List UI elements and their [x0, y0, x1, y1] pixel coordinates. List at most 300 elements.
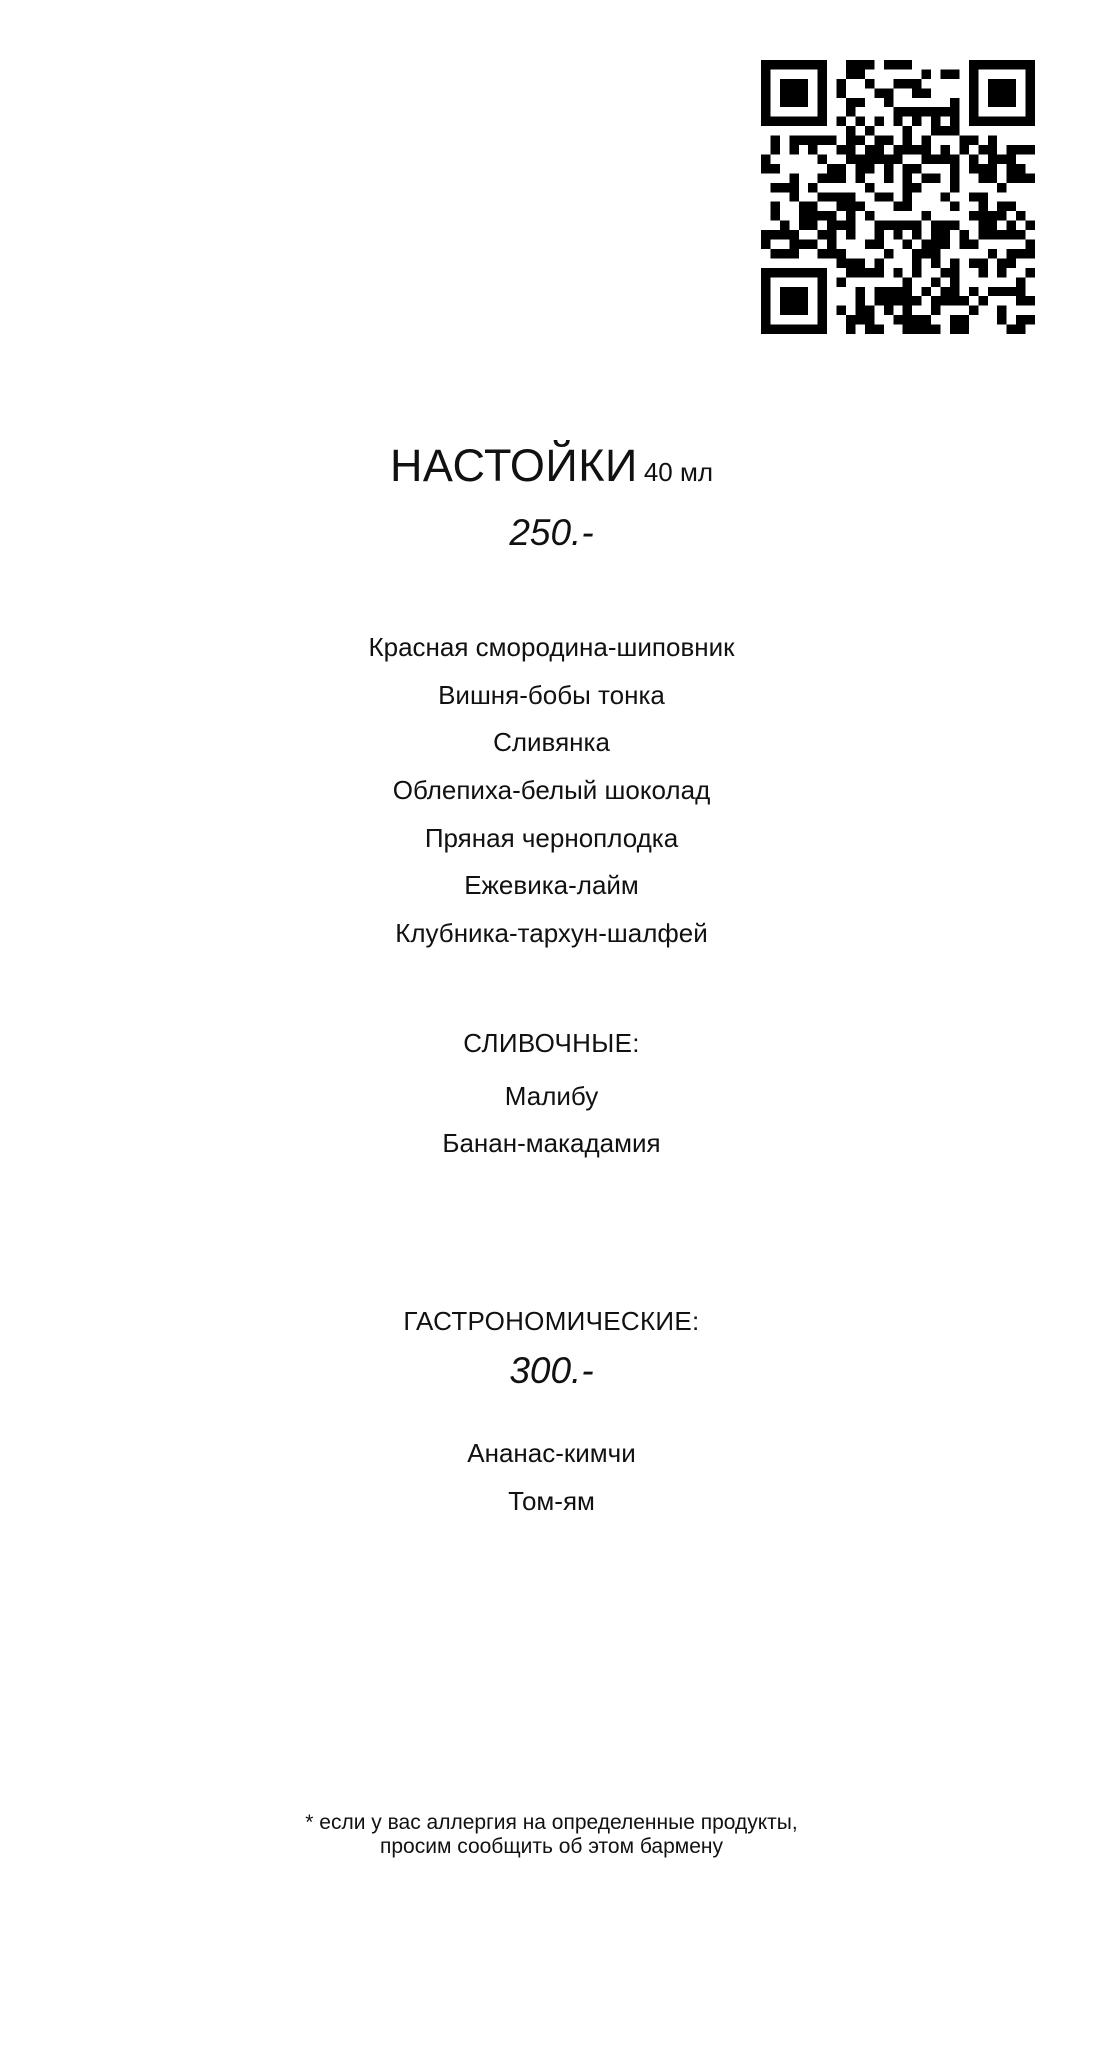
qr-module: [950, 117, 959, 126]
list-item: Малибу: [504, 1081, 599, 1111]
qr-module: [988, 164, 997, 173]
qr-module: [827, 192, 836, 201]
qr-module: [837, 145, 846, 154]
qr-module: [874, 240, 883, 249]
qr-module: [922, 69, 931, 78]
qr-module: [1026, 221, 1035, 230]
qr-module: [1007, 249, 1016, 258]
qr-module: [1016, 173, 1025, 182]
qr-module: [855, 98, 864, 107]
qr-module: [959, 296, 968, 305]
qr-module: [855, 117, 864, 126]
qr-module: [1007, 202, 1016, 211]
qr-module: [893, 268, 902, 277]
qr-module: [969, 240, 978, 249]
qr-module: [903, 287, 912, 296]
qr-module: [865, 268, 874, 277]
qr-module: [761, 240, 770, 249]
qr-module: [874, 145, 883, 154]
qr-module: [978, 202, 987, 211]
qr-module: [997, 230, 1006, 239]
qr-module: [865, 164, 874, 173]
qr-module: [846, 145, 855, 154]
qr-module: [912, 117, 921, 126]
qr-module: [931, 258, 940, 267]
qr-module: [969, 164, 978, 173]
qr-module: [922, 287, 931, 296]
qr-module: [912, 221, 921, 230]
qr-module: [969, 287, 978, 296]
qr-module: [874, 136, 883, 145]
qr-module: [799, 136, 808, 145]
qr-module: [1016, 145, 1025, 154]
qr-module: [978, 173, 987, 182]
qr-module: [912, 79, 921, 88]
qr-module: [1007, 173, 1016, 182]
qr-module: [959, 136, 968, 145]
qr-module: [874, 268, 883, 277]
qr-module: [903, 60, 912, 69]
qr-module: [789, 173, 798, 182]
qr-module: [855, 315, 864, 324]
qr-module: [950, 183, 959, 192]
list-item: Вишня-бобы тонка: [438, 680, 665, 710]
qr-module: [855, 306, 864, 315]
qr-module: [846, 315, 855, 324]
qr-module: [978, 145, 987, 154]
qr-module: [903, 325, 912, 334]
qr-module: [893, 221, 902, 230]
qr-module: [931, 296, 940, 305]
qr-module: [1007, 154, 1016, 163]
qr-module: [818, 173, 827, 182]
qr-module: [837, 277, 846, 286]
qr-module: [969, 154, 978, 163]
qr-module: [846, 230, 855, 239]
qr-module: [988, 154, 997, 163]
allergy-note-line2: просим сообщить об этом бармену: [379, 1835, 723, 1858]
qr-module: [997, 268, 1006, 277]
qr-module: [969, 306, 978, 315]
qr-module: [884, 136, 893, 145]
qr-module: [903, 107, 912, 116]
qr-module: [865, 211, 874, 220]
qr-module: [808, 211, 817, 220]
qr-module: [893, 202, 902, 211]
qr-module: [770, 230, 779, 239]
qr-module: [874, 258, 883, 267]
qr-module: [959, 315, 968, 324]
qr-module: [874, 154, 883, 163]
qr-module: [1016, 287, 1025, 296]
list-item: Облепиха-белый шоколад: [392, 775, 711, 805]
qr-module: [1026, 173, 1035, 182]
qr-module: [865, 60, 874, 69]
qr-module: [799, 211, 808, 220]
qr-module: [950, 202, 959, 211]
qr-module: [846, 211, 855, 220]
qr-module: [855, 258, 864, 267]
list-item: Пряная черноплодка: [424, 823, 679, 853]
qr-module: [808, 183, 817, 192]
qr-module: [931, 325, 940, 334]
qr-module: [874, 221, 883, 230]
qr-module: [865, 79, 874, 88]
qr-module: [770, 249, 779, 258]
qr-module: [846, 69, 855, 78]
qr-module: [931, 117, 940, 126]
qr-module: [903, 126, 912, 135]
menu-volume: 40 мл: [643, 457, 714, 487]
qr-module: [827, 211, 836, 220]
qr-module: [959, 240, 968, 249]
qr-module: [912, 145, 921, 154]
qr-module: [978, 221, 987, 230]
qr-module: [941, 296, 950, 305]
qr-module: [855, 296, 864, 305]
qr-module: [941, 287, 950, 296]
qr-module: [959, 145, 968, 154]
qr-module: [827, 221, 836, 230]
qr-module: [893, 287, 902, 296]
qr-module: [1026, 240, 1035, 249]
qr-module: [950, 268, 959, 277]
qr-module: [978, 164, 987, 173]
list-item: Банан-макадамия: [442, 1128, 661, 1158]
qr-module: [837, 88, 846, 97]
qr-module: [884, 98, 893, 107]
qr-module: [884, 296, 893, 305]
qr-module: [950, 154, 959, 163]
qr-module: [978, 211, 987, 220]
qr-module: [761, 230, 770, 239]
qr-module: [837, 258, 846, 267]
qr-module: [1016, 211, 1025, 220]
qr-module: [903, 202, 912, 211]
qr-module: [978, 258, 987, 267]
qr-module: [903, 296, 912, 305]
qr-module: [893, 296, 902, 305]
qr-module: [780, 183, 789, 192]
qr-module: [789, 183, 798, 192]
qr-module: [969, 258, 978, 267]
qr-module: [969, 192, 978, 201]
qr-code-icon: [761, 60, 1035, 334]
qr-module: [1016, 249, 1025, 258]
qr-module: [818, 211, 827, 220]
qr-module: [903, 79, 912, 88]
main-price: 250.-: [509, 512, 594, 553]
qr-module: [827, 164, 836, 173]
qr-module: [855, 60, 864, 69]
qr-module: [865, 240, 874, 249]
qr-module: [931, 230, 940, 239]
qr-module: [922, 145, 931, 154]
qr-module: [884, 192, 893, 201]
qr-module: [922, 240, 931, 249]
qr-module: [855, 154, 864, 163]
qr-module: [893, 79, 902, 88]
qr-module: [837, 202, 846, 211]
qr-module: [997, 211, 1006, 220]
qr-module: [941, 240, 950, 249]
list-item: Красная смородина-шиповник: [368, 632, 735, 662]
qr-module: [855, 287, 864, 296]
qr-module: [931, 107, 940, 116]
qr-module: [827, 249, 836, 258]
qr-module: [761, 164, 770, 173]
qr-module: [941, 230, 950, 239]
qr-module: [1007, 230, 1016, 239]
qr-module: [874, 117, 883, 126]
qr-module: [922, 211, 931, 220]
qr-module: [846, 192, 855, 201]
qr-module: [912, 164, 921, 173]
qr-module: [950, 287, 959, 296]
qr-module: [893, 60, 902, 69]
qr-module: [997, 183, 1006, 192]
qr-module: [874, 325, 883, 334]
gastro-price: 300.-: [509, 1350, 594, 1391]
qr-module: [903, 183, 912, 192]
qr-module: [950, 98, 959, 107]
qr-module: [903, 173, 912, 182]
qr-module: [931, 126, 940, 135]
qr-module: [941, 221, 950, 230]
qr-module: [903, 221, 912, 230]
qr-module: [865, 325, 874, 334]
qr-module: [950, 221, 959, 230]
qr-module: [903, 306, 912, 315]
menu-title-row: [0, 440, 1103, 500]
qr-module: [1007, 221, 1016, 230]
qr-module: [780, 221, 789, 230]
qr-module: [761, 154, 770, 163]
qr-module: [1016, 296, 1025, 305]
qr-module: [988, 230, 997, 239]
qr-module: [893, 107, 902, 116]
qr-module: [846, 60, 855, 69]
qr-module: [846, 98, 855, 107]
qr-module: [846, 325, 855, 334]
qr-module: [941, 69, 950, 78]
qr-module: [931, 277, 940, 286]
qr-module: [1026, 145, 1035, 154]
qr-module: [922, 88, 931, 97]
qr-module: [912, 230, 921, 239]
qr-module: [903, 240, 912, 249]
qr-module: [789, 145, 798, 154]
qr-module: [855, 69, 864, 78]
qr-module: [865, 306, 874, 315]
qr-module: [855, 173, 864, 182]
qr-module: [884, 306, 893, 315]
qr-module: [770, 211, 779, 220]
qr-module: [789, 192, 798, 201]
qr-module: [912, 183, 921, 192]
qr-module: [884, 287, 893, 296]
qr-module: [770, 183, 779, 192]
qr-module: [931, 154, 940, 163]
qr-module: [808, 202, 817, 211]
qr-module: [912, 296, 921, 305]
qr-module: [997, 202, 1006, 211]
qr-module: [959, 230, 968, 239]
list-item: Том-ям: [508, 1486, 595, 1516]
qr-module: [818, 230, 827, 239]
qr-module: [1007, 164, 1016, 173]
qr-module: [997, 306, 1006, 315]
qr-module: [941, 107, 950, 116]
qr-module: [884, 60, 893, 69]
qr-module: [893, 154, 902, 163]
qr-module: [837, 221, 846, 230]
qr-module: [912, 88, 921, 97]
qr-module: [997, 315, 1006, 324]
qr-module: [865, 154, 874, 163]
qr-module: [846, 154, 855, 163]
qr-module: [808, 136, 817, 145]
qr-module: [903, 136, 912, 145]
qr-module: [865, 126, 874, 135]
qr-module: [884, 164, 893, 173]
list-item: Ежевика-лайм: [464, 870, 639, 900]
qr-module: [903, 164, 912, 173]
qr-module: [874, 192, 883, 201]
qr-module: [969, 211, 978, 220]
qr-module: [941, 268, 950, 277]
qr-module: [988, 287, 997, 296]
qr-module: [770, 164, 779, 173]
qr-module: [950, 164, 959, 173]
qr-module: [950, 126, 959, 135]
qr-module: [922, 325, 931, 334]
qr-module: [827, 230, 836, 239]
qr-module: [912, 107, 921, 116]
qr-module: [837, 79, 846, 88]
qr-module: [808, 240, 817, 249]
qr-module: [950, 107, 959, 116]
qr-module: [912, 268, 921, 277]
qr-module: [950, 277, 959, 286]
qr-module: [865, 183, 874, 192]
qr-module: [827, 173, 836, 182]
qr-module: [770, 145, 779, 154]
list-item: Сливянка: [493, 727, 610, 757]
qr-module: [941, 154, 950, 163]
qr-module: [1007, 145, 1016, 154]
qr-module: [912, 325, 921, 334]
qr-module: [903, 277, 912, 286]
qr-module: [855, 164, 864, 173]
qr-module: [780, 249, 789, 258]
qr-module: [978, 230, 987, 239]
qr-module: [837, 249, 846, 258]
qr-module: [941, 192, 950, 201]
qr-module: [818, 154, 827, 163]
qr-module: [818, 192, 827, 201]
qr-module: [884, 154, 893, 163]
qr-module: [922, 136, 931, 145]
qr-module: [1016, 325, 1025, 334]
qr-module: [988, 249, 997, 258]
qr-module: [978, 268, 987, 277]
qr-module: [846, 221, 855, 230]
qr-module: [959, 325, 968, 334]
qr-module: [912, 249, 921, 258]
qr-module: [1026, 249, 1035, 258]
qr-module: [837, 173, 846, 182]
qr-module: [770, 136, 779, 145]
qr-module: [855, 268, 864, 277]
qr-module: [818, 136, 827, 145]
qr-module: [893, 315, 902, 324]
qr-module: [931, 249, 940, 258]
qr-module: [1016, 164, 1025, 173]
qr-module: [837, 306, 846, 315]
qr-module: [818, 249, 827, 258]
qr-module: [1007, 287, 1016, 296]
qr-module: [893, 117, 902, 126]
qr-module: [912, 258, 921, 267]
qr-module: [789, 136, 798, 145]
qr-module: [931, 240, 940, 249]
qr-module: [827, 136, 836, 145]
qr-module: [922, 107, 931, 116]
qr-module: [1016, 277, 1025, 286]
qr-module: [988, 173, 997, 182]
qr-module: [846, 202, 855, 211]
qr-module: [780, 230, 789, 239]
qr-module: [922, 249, 931, 258]
qr-module: [950, 258, 959, 267]
qr-module: [874, 88, 883, 97]
qr-module: [941, 145, 950, 154]
qr-module: [884, 249, 893, 258]
qr-module: [1007, 258, 1016, 267]
qr-module: [1016, 315, 1025, 324]
qr-module: [988, 145, 997, 154]
qr-module: [846, 126, 855, 135]
qr-module: [884, 173, 893, 182]
qr-module: [950, 315, 959, 324]
qr-module: [874, 230, 883, 239]
qr-module: [997, 258, 1006, 267]
qr-module: [903, 145, 912, 154]
qr-module: [950, 296, 959, 305]
qr-module: [931, 306, 940, 315]
qr-module: [808, 145, 817, 154]
qr-module: [1026, 268, 1035, 277]
qr-module: [969, 136, 978, 145]
qr-module: [978, 192, 987, 201]
qr-module: [865, 315, 874, 324]
qr-module: [1007, 325, 1016, 334]
qr-module: [1016, 230, 1025, 239]
qr-module: [789, 249, 798, 258]
qr-module: [997, 154, 1006, 163]
qr-module: [837, 164, 846, 173]
menu-title: НАСТОЙКИ: [389, 440, 638, 491]
qr-module: [950, 325, 959, 334]
qr-module: [874, 287, 883, 296]
qr-module: [770, 202, 779, 211]
allergy-note: * если у вас аллергия на определенные продукты,: [305, 1811, 798, 1834]
qr-module: [931, 173, 940, 182]
qr-module: [941, 126, 950, 135]
qr-module: [874, 296, 883, 305]
qr-module: [837, 192, 846, 201]
